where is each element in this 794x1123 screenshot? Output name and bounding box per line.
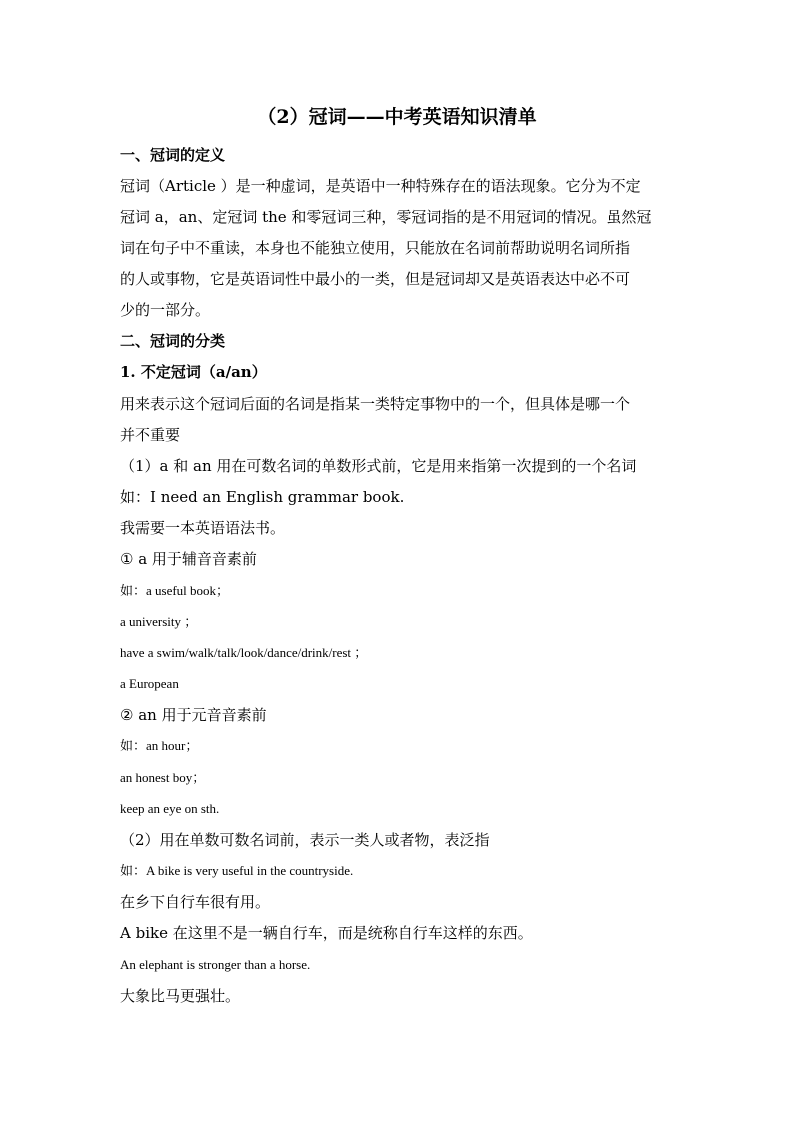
example-phrase: an honest boy； xyxy=(120,770,206,785)
explanation-line: A bike 在这里不是一辆自行车，而是统称自行车这样的东西。 xyxy=(120,924,533,942)
example-phrase: a European xyxy=(120,676,179,691)
example-phrase: 如：an hour； xyxy=(120,738,199,753)
example-phrase: a university ； xyxy=(120,614,198,629)
rule-item: （2）用在单数可数名词前，表示一类人或者物，表泛指 xyxy=(120,831,490,849)
example-sentence: 如：A bike is very useful in the countryside. xyxy=(120,863,354,878)
paragraph-line: 用来表示这个冠词后面的名词是指某一类特定事物中的一个，但具体是哪一个 xyxy=(120,395,631,413)
example-translation: 在乡下自行车很有用。 xyxy=(120,893,271,911)
paragraph-line: 词在句子中不重读，本身也不能独立使用，只能放在名词前帮助说明名词所指 xyxy=(120,239,631,257)
example-phrase: 如：a useful book； xyxy=(120,583,230,598)
rule-item: ① a 用于辅音音素前 xyxy=(120,550,257,568)
paragraph-line: 并不重要 xyxy=(120,426,181,444)
subsection-heading-indefinite-article: 1. 不定冠词（a/an） xyxy=(120,363,267,381)
example-translation: 我需要一本英语语法书。 xyxy=(120,519,286,537)
rule-item: ② an 用于元音音素前 xyxy=(120,706,267,724)
example-translation: 大象比马更强壮。 xyxy=(120,987,241,1005)
section-heading-classification: 二、冠词的分类 xyxy=(120,332,226,350)
example-phrase: have a swim/walk/talk/look/dance/drink/rest ； xyxy=(120,645,368,660)
example-sentence: 如：I need an English grammar book. xyxy=(120,488,405,506)
paragraph-line: 冠词（Article ）是一种虚词，是英语中一种特殊存在的语法现象。它分为不定 xyxy=(120,177,641,195)
example-sentence: An elephant is stronger than a horse. xyxy=(120,957,311,972)
section-heading-definition: 一、冠词的定义 xyxy=(120,146,226,164)
paragraph-line: 冠词 a，an、定冠词 the 和零冠词三种，零冠词指的是不用冠词的情况。虽然冠 xyxy=(120,208,652,226)
paragraph-line: 的人或事物，它是英语词性中最小的一类，但是冠词却又是英语表达中必不可 xyxy=(120,270,631,288)
document-title: （2）冠词——中考英语知识清单 xyxy=(257,106,537,128)
rule-item: （1）a 和 an 用在可数名词的单数形式前，它是用来指第一次提到的一个名词 xyxy=(120,457,637,475)
example-phrase: keep an eye on sth. xyxy=(120,801,220,816)
paragraph-line: 少的一部分。 xyxy=(120,301,211,319)
